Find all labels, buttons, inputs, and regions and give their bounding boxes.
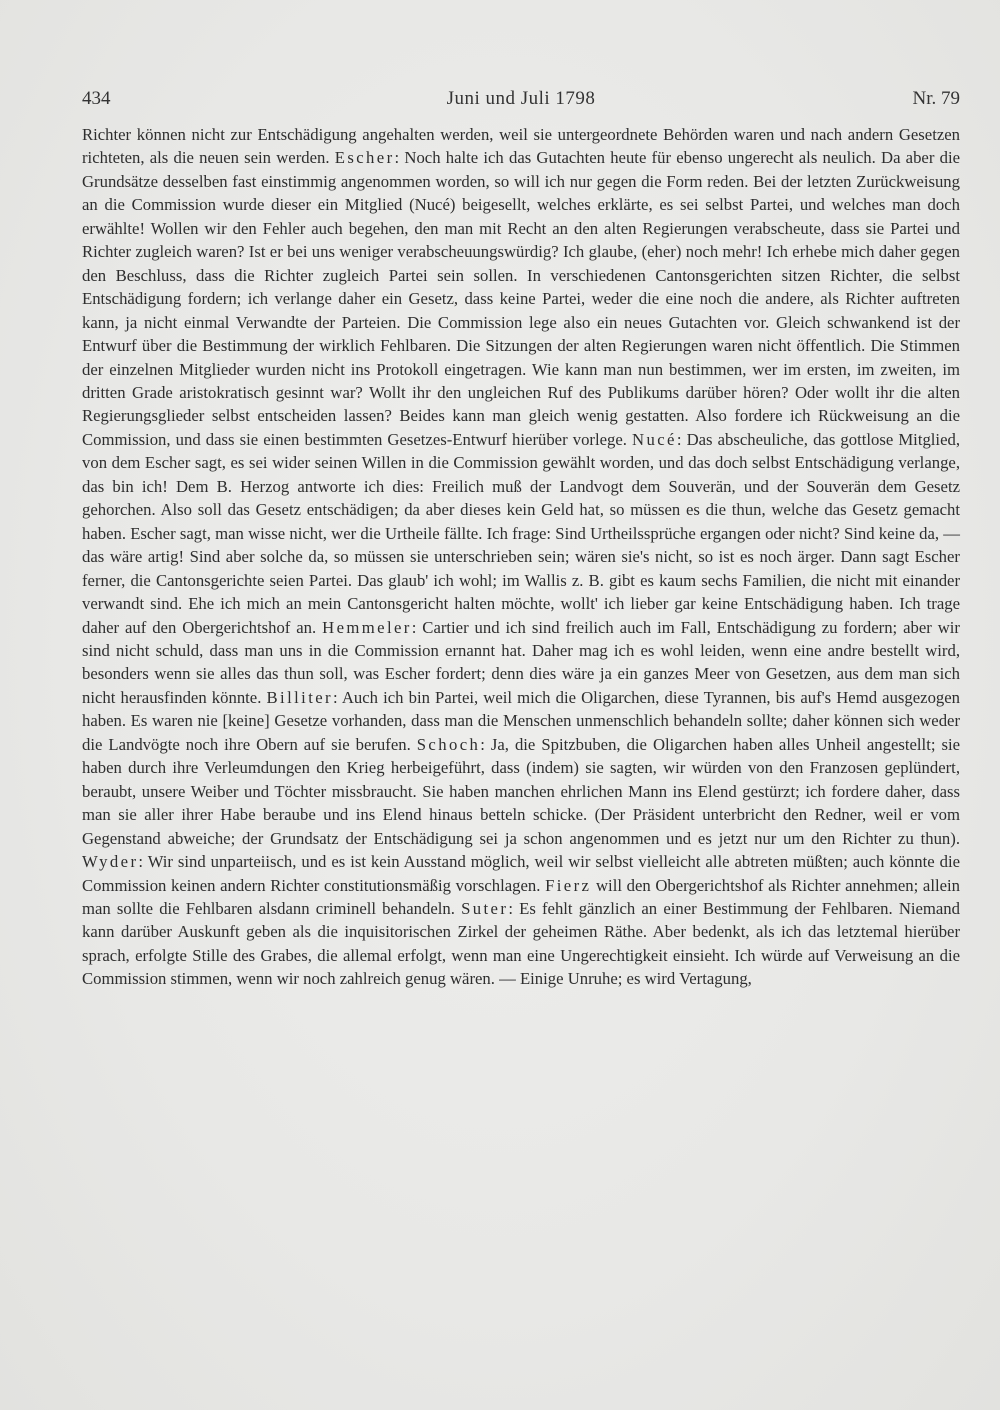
text-segment: : Noch halte ich das Gutachten heute für ebenso ungerecht als neulich. Da aber die Grundsätze desselben fast einstimmig angenommen worden, so will ich nur gegen die Form reden. Bei der letzten Zurückweisung an die Commission wurde dieser ein Mitglied (Nucé) beigesellt, welches erklärte, es sei selbst Partei, und welches man doch erwählte! Wollen wir den Fehler auch begehen, den man mit Recht an den alten Regierungen verabscheute, dass sie Partei und Richter zugleich waren? Ist er bei uns weniger verabscheuungswürdig? Ich glaube, (eher) noch mehr! Ich erhebe mich daher gegen den Beschluss, dass die Richter zugleich Partei sein sollen. In verschiedenen Cantonsgerichten sitzen Richter, die selbst Entschädigung fordern; ich verlange daher ein Gesetz, dass keine Partei, weder die eine noch die andere, als Richter auftreten kann, ja nicht einmal Verwandte der Parteien. Die Commission lege also ein neues Gutachten vor. Gleich schwankend ist der Entwurf über die Bestimmung der wirklich Fehlbaren. Die Sitzungen der alten Regierungen waren nicht öffentlich. Die Stimmen der einzelnen Mitglieder wurden nicht ins Protokoll eingetragen. Wie kann man nun bestimmen, wer im ersten, im zweiten, im dritten Grade aristokratisch gesinnt war? Wollt ihr den ungleichen Ruf des Publikums darüber hören? Oder wollt ihr die alten Regierungsglieder selbst entscheiden lassen? Beides kann man gleich wenig gestatten. Also fordere ich Rückweisung an die Commission, und dass sie einen bestimmten Gesetzes-Entwurf hierüber vorlege.: [82, 148, 960, 449]
text-segment: : Es fehlt gänzlich an einer Bestimmung der Fehlbaren. Niemand kann darüber Auskunft geben als die inquisitorischen Zirkel der geheimen Räthe. Aber bedenkt, als ich das letztemal hierüber sprach, erfolgte Stille des Grabes, die allemal erfolgt, wenn man eine Ungerechtigkeit einsieht. Ich würde auf Verweisung an die Commission stimmen, wenn wir noch zahlreich genug wären. — Einige Unruhe; es wird Vertagung,: [82, 898, 960, 989]
document-number: Nr. 79: [912, 88, 960, 109]
text-segment: will den Obergerichtshof als Richter annehmen; allein man sollte die Fehlbaren alsdann criminell behandeln.: [82, 875, 960, 918]
text-segment: : Cartier und ich sind freilich auch im Fall, Entschädigung zu fordern; aber wir sind nicht schuld, dass man uns in die Commission ernannt hat. Daher mag ich es wohl leiden, wenn eine andre bestellt wird, besonders wenn sie alles das thun soll, was Escher fordert; denn dies wäre ja ein ganzes Meer von Gesetzen, aus dem man sich nicht herausfinden könnte.: [82, 617, 960, 707]
page-header: [82, 86, 960, 112]
speaker-name: Nucé: [632, 429, 677, 449]
body-text: [82, 123, 960, 991]
speaker-name: Fierz: [545, 875, 592, 895]
text-segment: : Ja, die Spitzbuben, die Oligarchen haben alles Unheil angestellt; sie haben durch ihre Verleumdungen den Krieg herbeigeführt, dass (indem) sie sagten, wir würden von den Franzosen geplündert, beraubt, unsere Weiber und Töchter missbraucht. Sie haben manchen ehrlichen Mann ins Elend gestürzt; ich fordere daher, dass man sie aller ihrer Habe beraube und ins Elend hinaus betteln schicke. (Der Präsident unterbricht den Redner, weil er vom Gegenstand abweiche; der Grundsatz der Entschädigung sei ja schon angenommen und es jetzt nur um den Richter zu thun).: [82, 734, 960, 848]
speaker-name: Wyder: [82, 852, 139, 872]
speaker-name: Billiter: [266, 687, 333, 707]
speaker-name: Schoch: [416, 734, 481, 754]
text-segment: : Auch ich bin Partei, weil mich die Oligarchen, diese Tyrannen, bis auf's Hemd ausgezogen haben. Es waren nie [keine] Gesetze vorhanden, dass man die Menschen unmenschlich behandeln sollte; daher können sich weder die Landvögte noch ihre Obern auf sie berufen.: [82, 687, 961, 754]
text-segment: : Das abscheuliche, das gottlose Mitglied, von dem Escher sagt, es sei wider seinen Willen in die Commission gewählt worden, und das doch selbst Entschädigung verlange, das bin ich! Dem B. Herzog antworte ich dies: Freilich muß der Landvogt dem Souverän, und der Souverän dem Gesetz gehorchen. Also soll das Gesetz entschädigen; da aber dieses kein Geld hat, so müssen es die thun, welche das Gesetz gemacht haben. Escher sagt, man wisse nicht, wer die Urtheile fällte. Ich frage: Sind Urtheilssprüche ergangen oder nicht? Sind keine da, — das wäre artig! Sind aber solche da, so müssen sie unterschrieben sein; wären sie's nicht, so ist es noch ärger. Dann sagt Escher ferner, die Cantonsgerichte seien Partei. Das glaub' ich wohl; im Wallis z. B. gibt es kaum sechs Familien, die nicht mit einander verwandt sind. Ehe ich mich an mein Cantonsgericht halten möchte, wollt' ich lieber gar keine Entschädigung haben. Ich trage daher auf den Obergerichtshof an.: [82, 429, 960, 637]
paragraph: [82, 123, 960, 991]
text-segment: Richter können nicht zur Entschädigung angehalten werden, weil sie untergeordnete Behörden waren und nach andern Gesetzen richteten, als die neuen sein werden.: [82, 125, 960, 168]
running-title: Juni und Juli 1798: [446, 88, 596, 109]
speaker-name: Hemmeler: [322, 617, 412, 637]
speaker-name: Suter: [461, 898, 509, 918]
page-number: 434: [82, 88, 111, 109]
speaker-name: Escher: [334, 148, 395, 168]
text-segment: : Wir sind unparteiisch, und es ist kein Ausstand möglich, weil wir selbst vielleicht alle abtreten müßten; auch könnte die Commission keinen andern Richter constitutionsmäßig vorschlagen.: [82, 852, 960, 895]
